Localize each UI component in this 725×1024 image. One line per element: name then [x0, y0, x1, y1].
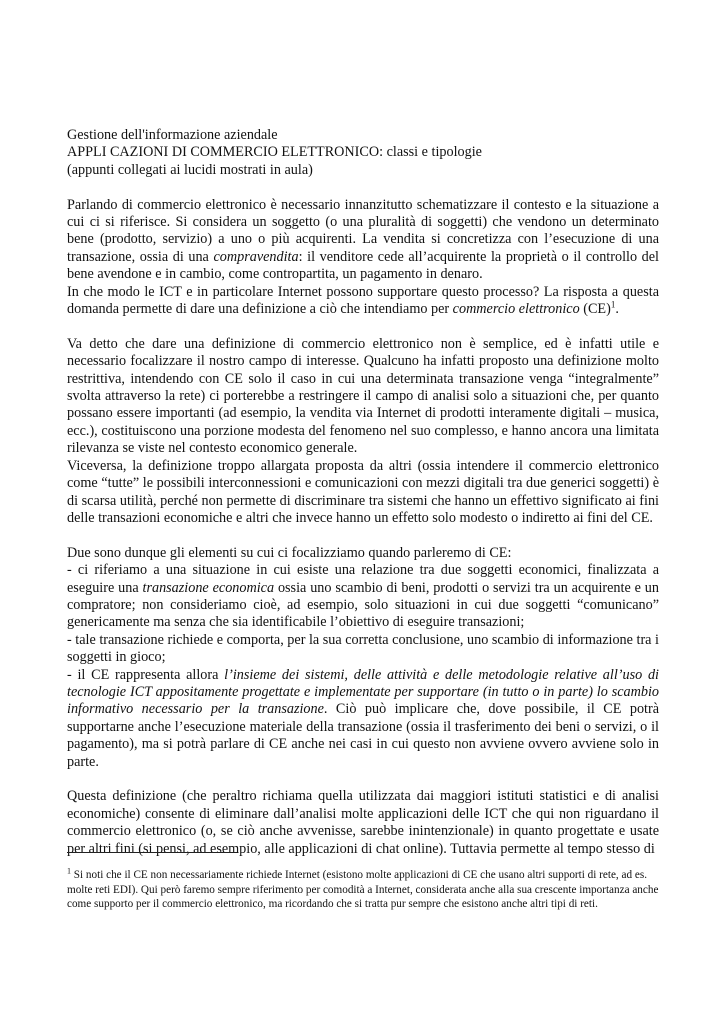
- course-title: Gestione dell'informazione aziendale: [67, 127, 278, 143]
- document-header: [67, 127, 659, 179]
- spacer: [67, 318, 659, 335]
- spacer: [67, 771, 659, 788]
- footnote: [67, 868, 659, 912]
- paragraph-broad-definition: Viceversa, la definizione troppo allargata proposta da altri (ossia intendere il commercio elettronico come “tutte” le possibili interconnessioni e comunicazioni con mezzi digitali tra due generici soggetti) è di scarsa utilità, perché non permette di discriminare tra sistemi che hanno un effettivo significato ai fini delle transazioni economiche e altri che invece hanno un effetto solo modesto o indiretto ai fini del CE.: [67, 457, 659, 526]
- paragraph-elements-intro: Due sono dunque gli elementi su cui ci focalizziamo quando parleremo di CE:: [67, 544, 512, 561]
- list-item-information-exchange: - tale transazione richiede e comporta, per la sua corretta conclusione, uno scambio di informazione tra i soggetti in gioco;: [67, 631, 659, 666]
- spacer: [67, 179, 659, 196]
- document-subtitle: (appunti collegati ai lucidi mostrati in aula): [67, 161, 313, 178]
- paragraph-definition-scope: Questa definizione (che peraltro richiama quella utilizzata dai maggiori istituti statistici e di analisi economiche) consente di eliminare dall’analisi molte applicazioni delle ICT che qui non riguardano il commercio elettronico (o, se ciò anche avvenisse, sarebbe inintenzionale) in quanto progettate e usate per altri fini (si pensi, ad esempio, alle applicazioni di chat online). Tuttavia permette al tempo stesso di: [67, 788, 659, 857]
- document-title: APPLI CAZIONI DI COMMERCIO ELETTRONICO: classi e tipologie: [67, 144, 482, 161]
- footnote-marker: 1: [67, 866, 71, 876]
- footnote-separator: [67, 852, 237, 853]
- list-item-transaction: - ci riferiamo a una situazione in cui esiste una relazione tra due soggetti economici, finalizzata a eseguire una transazione economica ossia uno scambio di beni, prodotti o servizi tra un acquirente e un compratore; non consideriamo cioè, ad esempio, solo situazioni in cui due soggetti “comunicano” genericamente ma senza che sia identificabile l’obiettivo di eseguire transazioni;: [67, 562, 659, 631]
- paragraph-restrictive-definition: Va detto che dare una definizione di commercio elettronico non è semplice, ed è infatti utile e necessario focalizzare il nostro campo di interesse. Qualcuno ha infatti proposto una definizione molto restrittiva, intendendo con CE solo il caso in cui una determinata transazione venga “integralmente” svolta attraverso la rete) ci porterebbe a restringere il campo di analisi solo a situazioni che, per quanto possano essere importanti (ad esempio, la vendita via Internet di prodotti interamente digitali – musica, ecc.), costituiscono una porzione modesta del fenomeno nel suo complesso, e hanno ancora una limitata rilevanza se viste nel contesto economico generale.: [67, 335, 659, 457]
- document-body: [67, 127, 659, 858]
- list-item-ce-definition: - il CE rappresenta allora l’insieme dei sistemi, delle attività e delle metodologie relative all’uso di tecnologie ICT appositamente progettate e implementate per supportare (in tutto o in parte) lo scambio informativo necessario per la transazione. Ciò può implicare che, dove possibile, il CE potrà supportarne anche l’esecuzione materiale della transazione (ossia il trasferimento dei beni o servizi, o il pagamento), ma si potrà parlare di CE anche nei casi in cui questo non avviene ovvero avviene solo in parte.: [67, 666, 659, 770]
- footnote-text: Si noti che il CE non necessariamente richiede Internet (esistono molte applicazioni di CE che usano altri supporti di rete, ad es. molte reti EDI). Qui però faremo sempre riferimento per comodità a Internet, considerata anche alla sua crescente importanza anche come supporto per il commercio elettronico, ma ricordando che si tratta pur sempre che esistono anche altri tipi di reti.: [67, 869, 659, 911]
- footnote-reference: 1: [610, 299, 616, 310]
- paragraph-context: Parlando di commercio elettronico è necessario innanzitutto schematizzare il contesto e la situazione a cui ci si riferisce. Si considera un soggetto (o una pluralità di soggetti) che vendono un determinato bene (prodotto, servizio) a uno o più acquirenti. La vendita si concretizza con l’esecuzione di una transazione, ossia di una compravendita: il venditore cede all’acquirente la proprietà o il controllo del bene avendone e in cambio, come contropartita, un pagamento in denaro.: [67, 196, 659, 283]
- paragraph-question: In che modo le ICT e in particolare Internet possono supportare questo processo? La risposta a questa domanda permette di dare una definizione a ciò che intendiamo per commercio elettronico (CE)$^1$.: [67, 283, 659, 318]
- spacer: [67, 527, 659, 544]
